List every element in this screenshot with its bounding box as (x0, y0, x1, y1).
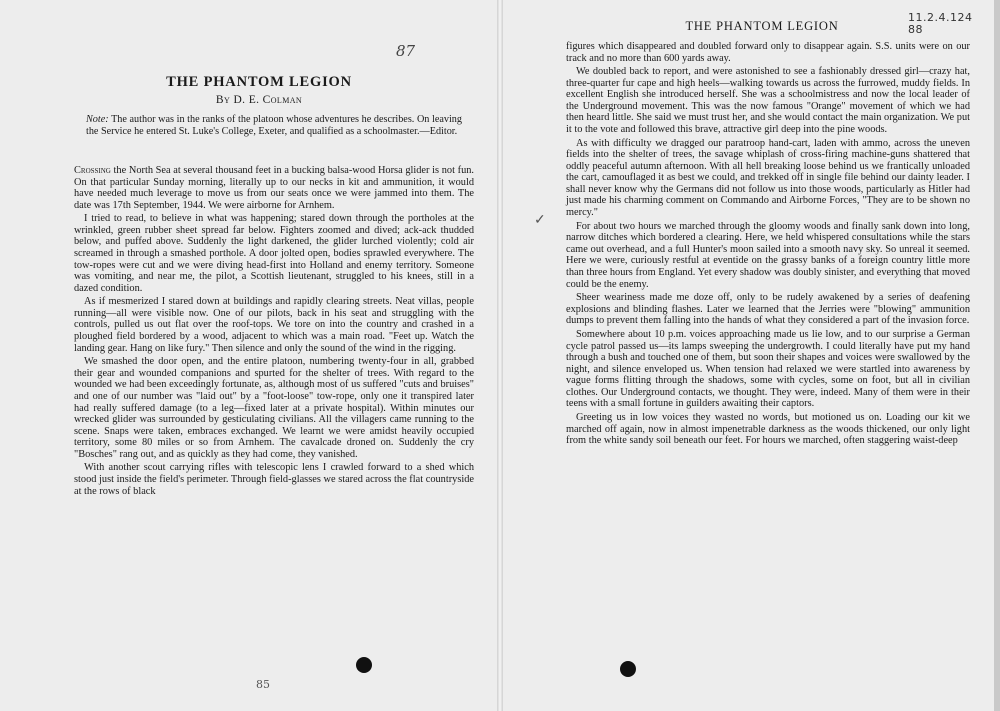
archive-line: 11.2.4.124 (908, 11, 973, 24)
punch-hole (620, 661, 636, 677)
left-body (74, 165, 474, 499)
margin-tick: ✓ (534, 212, 546, 228)
punch-hole (356, 657, 372, 673)
paragraph: figures which disappeared and doubled forward only to disappear again. S.S. units were on our track and no more than 600 yards away. (566, 41, 970, 64)
paragraph: Somewhere about 10 p.m. voices approaching made us lie low, and to our surprise a German cycle patrol passed us—its lamps sweeping the undergrowth. I could literally have put my hand through a bush and touched one of them, but soon their shapes and voices were swallowed by the night, and silence enveloped us. When tension had relaxed we were startled into awareness by vague forms flitting through the shadows, some with cycles, some on foot, but all in civilian clothes. Our Underground contacts, we thought. They were, indeed. Many of them were in their teens with a small fortune in guilders awaiting their captors. (566, 329, 970, 410)
right-body (566, 41, 970, 449)
paragraph: I tried to read, to believe in what was happening; stared down through the portholes at the wrinkled, green rubber sheet spread far below. Fighters zoomed and dived; ack-ack thudded below, and puffed above. Suddenly the light darkened, the glider lurched violently; cold air screamed in through a smashed porthole. A door jolted open, bodies sprawled everywhere. The tow-ropes were cut and we were diving head-first into Holland and enemy territory. Someone was vomiting, and near me, the pilot, a Scottish lieutenant, struggled to his knees, still in a dazed condition. (74, 213, 474, 294)
note-label: Note: (86, 114, 109, 125)
paragraph: We doubled back to report, and were astonished to see a fashionably dressed girl—crazy hat, three-quarter fur cape and high heels—walking towards us across the furrowed, muddy fields. In excellent English she introduced herself. She was a schoolmistress and now the local leader of the Underground movement. This was the now famous "Orange" movement of which we had then heard little. She said we must trust her, and she would contact the main organization. We put it to the vote and followed this brave, attractive girl deep into the pine woods. (566, 66, 970, 136)
editor-note (8, 114, 498, 138)
paragraph: Greeting us in low voices they wasted no words, but motioned us on. Loading our kit we marched off again, now in almost impenetrable darkness as the woods thickened, our only light from the white sandy soil beneath our feet. For hours we marched, often staggering waist-deep (566, 412, 970, 447)
paragraph: As with difficulty we dragged our paratroop hand-cart, laden with ammo, across the uneven fields into the shelter of trees, the savage whiplash of cross-firing machine-guns shattered that oddly peaceful autumn afternoon. With all hell breaking loose behind us we frantically unloaded the cart, camouflaged it as best we could, and trekked off in single file behind our dainty leader. I shall never know why the Germans did not follow us into those woods, particularly as Hitler had just made his charming comment on Commando and Airborne Forces, "They are to be shown no mercy." (566, 137, 970, 219)
paragraph (74, 165, 474, 211)
running-head: THE PHANTOM LEGION (685, 19, 839, 33)
paragraph: With another scout carrying rifles with telescopic lens I crawled forward to a shed which stood just inside the field's perimeter. Through field-glasses we stared across the flat countryside at the rows of black (74, 462, 474, 497)
archive-line: 88 (908, 23, 923, 36)
note-text: The author was in the ranks of the platoon whose adventures he describes. On leaving the Service he entered St. Luke's College, Exeter, and qualified as a schoolmaster.—Editor. (86, 114, 462, 137)
paragraph: As if mesmerized I stared down at buildings and rapidly clearing streets. Neat villas, people running—all were visible now. One of our pilots, back in his seat and struggling with the controls, pulled us out flat over the roof-tops. We tore on into the country and crashed in a ploughed field bordered by a wood, adjacent to which was a main road. "Feet up. Watch the landing gear. Hang on like fury." Then silence and only the sound of the wind in the rigging. (74, 296, 474, 354)
article-title: THE PHANTOM LEGION (166, 74, 352, 90)
opening-word: Crossing (74, 165, 111, 176)
footer-mark: 85 (256, 678, 270, 691)
left-page (8, 0, 498, 711)
handwritten-page-number: 87 (396, 42, 416, 60)
paragraph: We smashed the door open, and the entire platoon, numbering twenty-four in all, grabbed their gear and wounded companions and spurted for the shelter of trees. With regard to the wounded we had been exceedingly fortunate, as, although most of us suffered "cuts and bruises" and one of our number was "laid out" by a "foot-loose" tow-rope, only one it transpired later had really suffered damage (to a leg—fixed later at a private hospital). Within minutes our wrecked glider was surrounded by gesticulating civilians. All the villagers came running to the scene. Snaps were taken, embraces exchanged. We learnt we were amidst heavily occupied territory, some 80 miles or so from Arnhem. The cavalcade droned on. Suddenly the cry "Bosches" rang out, and as quickly as they had come, they vanished. (74, 356, 474, 460)
paragraph-text: the North Sea at several thousand feet in a bucking balsa-wood Horsa glider is not fun. On that particular Sunday morning, literally up to our necks in kit and ammunition, it would have needed much leverage to move us from our seats once we were jammed into them. The date was 17th September, 1944. We were airborne for Arnhem. (74, 165, 474, 211)
paragraph: For about two hours we marched through the gloomy woods and finally sank down into long, narrow ditches which bordered a clearing. Here, we held whispered consultations while the stars came out overhead, and a full Hunter's moon sailed into a smooth navy sky. So unreal it seemed. Here we were, curiously restful at eventide on the grassy banks of a foreign country little more than three hours from England. Yet every shadow was doubly sinister, and everything that moved could be the enemy. (566, 220, 970, 290)
paragraph: Sheer weariness made me doze off, only to be rudely awakened by a series of deafening explosions and blinding flashes. Later we learned that the Jerries were "blowing" ammunition dumps to prevent them falling into the hands of what they considered a part of the invasion force. (566, 292, 970, 327)
right-page (502, 0, 996, 711)
article-byline: By D. E. Colman (215, 94, 303, 106)
archive-reference (908, 12, 972, 36)
